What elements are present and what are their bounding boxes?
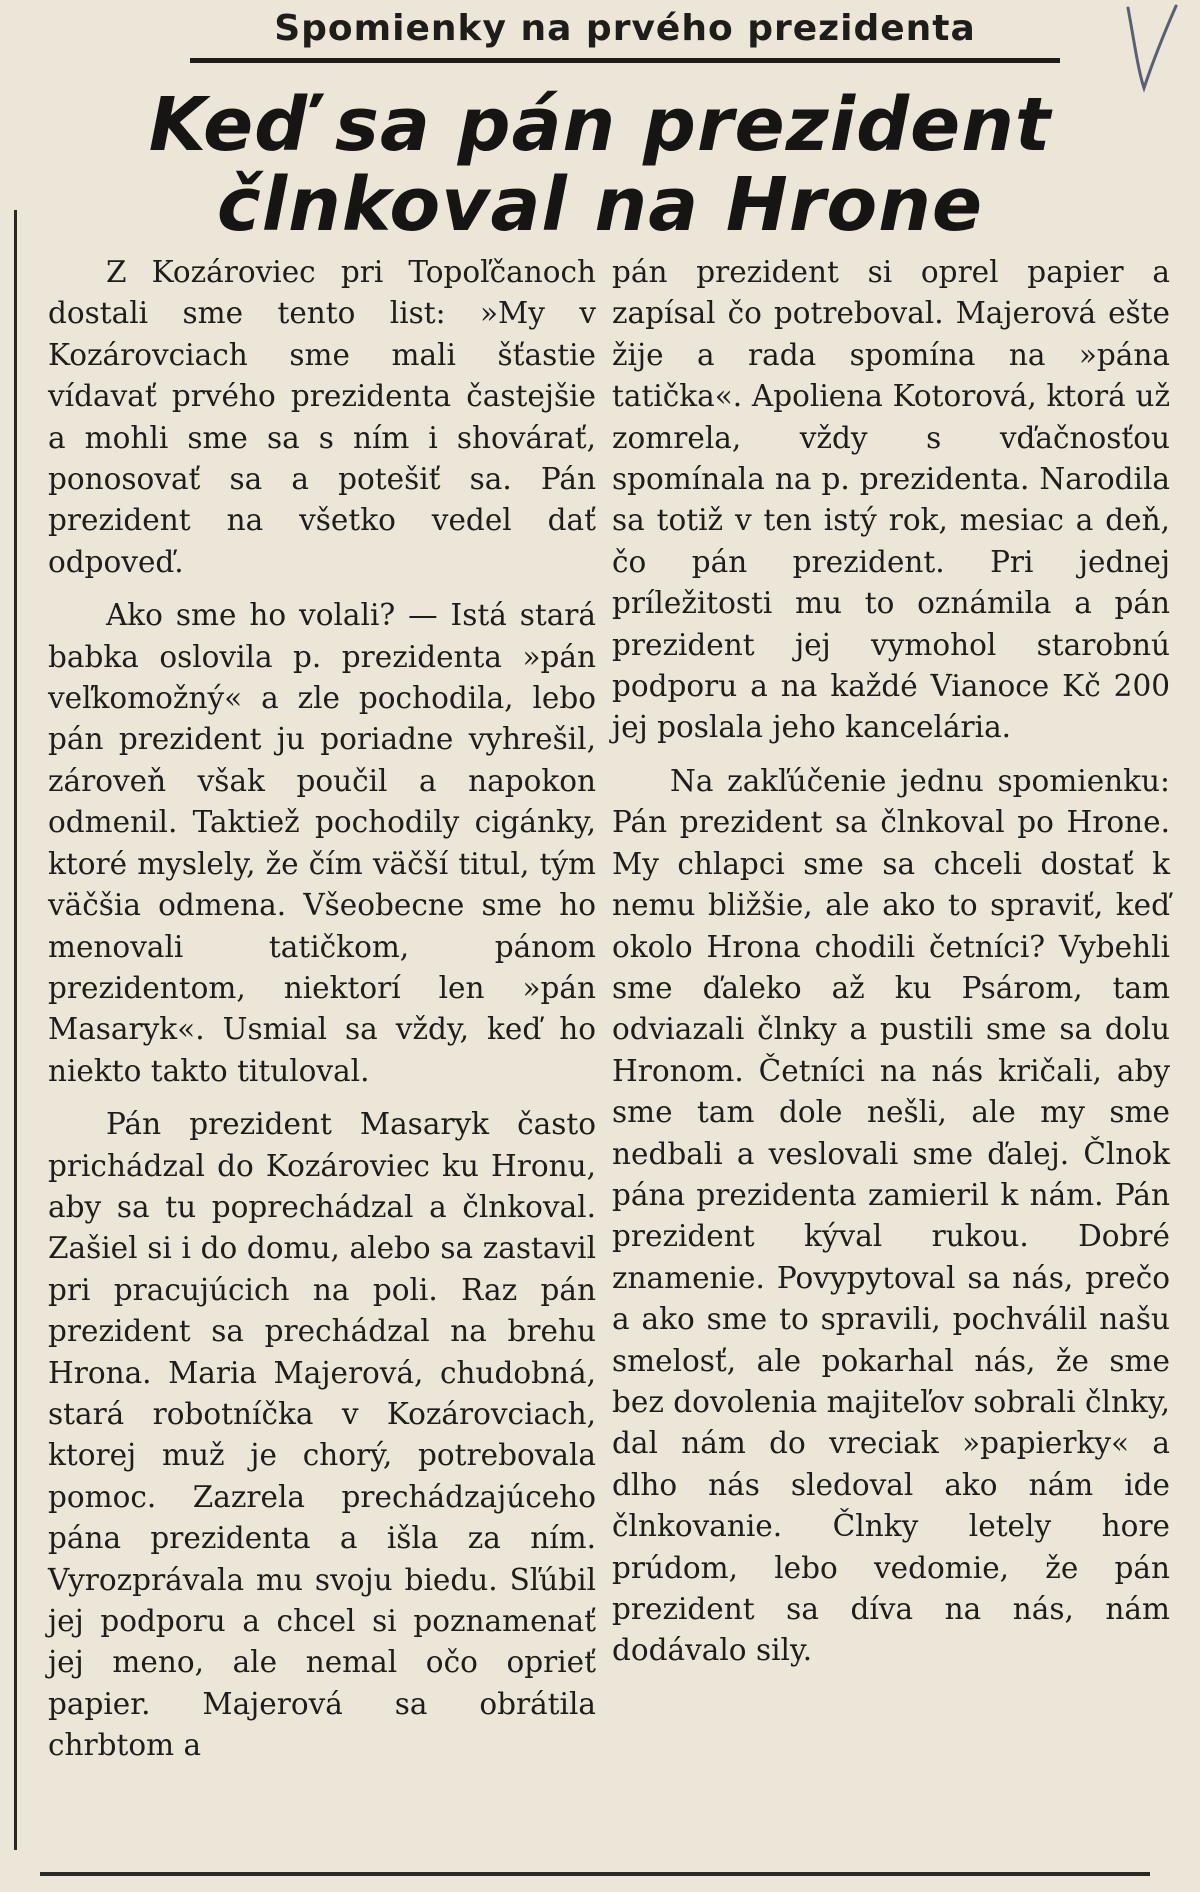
paragraph: Ako sme ho volali? — Istá stará babka oslovila p. prezidenta »pán veľkomožný« a zle pochodila, lebo pán prezident ju poriadne vyhrešil, zároveň však poučil a napokon odmenil. Taktiež pochodily cigánky, ktoré myslely, že čím väčší titul, tým väčšia odmena. Všeobecne sme ho menovali tatičkom, pánom prezidentom, niektorí len »pán Masaryk«. Usmial sa vždy, keď ho niekto takto tituloval. — [48, 598, 596, 1088]
article-headline — [60, 82, 1140, 248]
headline-line-1: Keď sa pán prezident — [148, 82, 1052, 168]
headline-line-2: člnkoval na Hrone — [216, 162, 984, 248]
left-column — [48, 252, 596, 1779]
bottom-rule — [40, 1872, 1150, 1876]
right-column — [612, 252, 1170, 1684]
paragraph: pán prezident si oprel papier a zapísal čo potreboval. Majerová ešte žije a rada spomína na »pána tatička«. Apoliena Kotorová, ktorá už zomrela, vždy s vďačnosťou spomínala na p. prezidenta. Narodila sa totiž v ten istý rok, mesiac a deň, čo pán prezident. Pri jednej príležitosti mu to oznámila a pán prezident jej vymohol starobnú podporu a na každé Vianoce Kč 200 jej poslala jeho kancelária. — [612, 255, 1170, 745]
paragraph: Z Kozároviec pri Topoľčanoch dostali sme tento list: »My v Kozárovciach sme mali šťastie vídavať prvého prezidenta častejšie a mohli sme sa s ním i shovárať, ponosovať sa a potešiť sa. Pán prezident na všetko vedel dať odpoveď. — [48, 255, 596, 579]
left-border-rule — [14, 210, 17, 1850]
paragraph: Na zakľúčenie jednu spomienku: Pán prezident sa člnkoval po Hrone. My chlapci sme sa chceli dostať k nemu bližšie, ale ako to spraviť, keď okolo Hrona chodili četníci? Vybehli sme ďaleko až ku Psárom, tam odviazali člnky a pustili sme sa dolu Hronom. Četníci na nás kričali, aby sme tam dole nešli, ale my sme nedbali a veslovali sme ďalej. Člnok pána prezidenta zamieril k nám. Pán prezident kýval rukou. Dobré znamenie. Povypytoval sa nás, prečo a ako sme to spravili, pochválil našu smelosť, ale pokarhal nás, že sme bez dovolenia majiteľov sobrali člnky, dal nám do vreciak »papierky« a dlho nás sledoval ako nám ide člnkovanie. Člnky letely hore prúdom, lebo vedomie, že pán prezident sa díva na nás, nám dodávalo sily. — [612, 763, 1170, 1668]
paragraph: Pán prezident Masaryk často prichádzal do Kozároviec ku Hronu, aby sa tu poprechádzal a člnkoval. Zašiel si i do domu, alebo sa zastavil pri pracujúcich na poli. Raz pán prezident sa prechádzal na brehu Hrona. Maria Majerová, chudobná, stará robotníčka v Kozárovciach, ktorej muž je chorý, potrebovala pomoc. Zazrela prechádzajúceho pána prezidenta a išla za ním. Vyrozprávala mu svoju biedu. Sľúbil jej podporu a chcel si poznamenať jej meno, ale nemal očo oprieť papier. Majerová sa obrátila chrbtom a — [48, 1107, 596, 1763]
article-kicker: Spomienky na prvého prezidenta — [274, 8, 976, 49]
kicker-underline — [190, 58, 1060, 63]
